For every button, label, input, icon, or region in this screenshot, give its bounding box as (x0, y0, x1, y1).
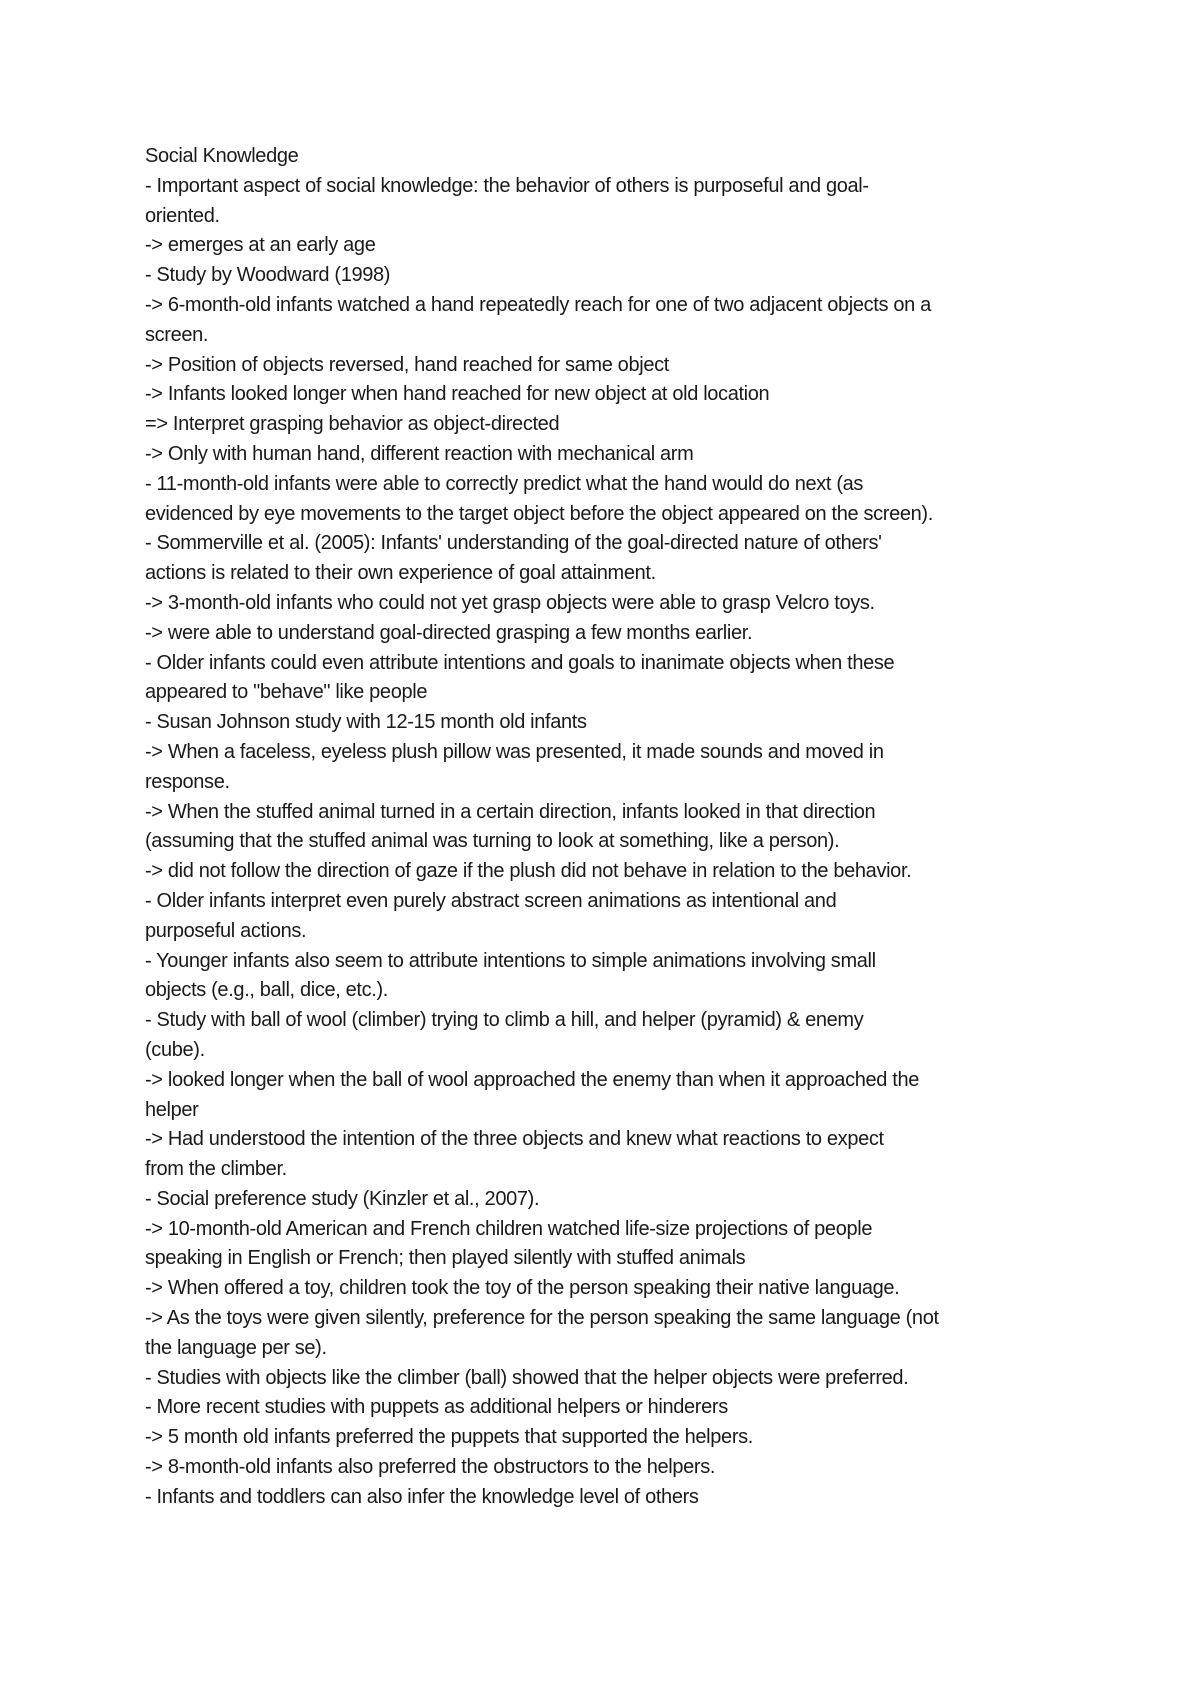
text-line: - More recent studies with puppets as additional helpers or hinderers (145, 1396, 728, 1419)
text-line: -> Had understood the intention of the three objects and knew what reactions to expect (145, 1128, 884, 1151)
text-line: -> Position of objects reversed, hand reached for same object (145, 353, 669, 376)
text-line: - Younger infants also seem to attribute intentions to simple animations involving small (145, 949, 876, 972)
text-line: - Study by Woodward (1998) (145, 264, 391, 287)
text-line: -> looked longer when the ball of wool approached the enemy than when it approached the (145, 1068, 919, 1091)
text-line: - 11-month-old infants were able to correctly predict what the hand would do next (as (145, 472, 864, 495)
text-line: evidenced by eye movements to the target object before the object appeared on the screen). (145, 502, 933, 525)
text-line: the language per se). (145, 1336, 327, 1359)
text-line: -> When the stuffed animal turned in a certain direction, infants looked in that direction (145, 800, 876, 823)
document-title: Social Knowledge (145, 145, 299, 167)
text-line: (assuming that the stuffed animal was turning to look at something, like a person). (145, 830, 840, 853)
text-line: purposeful actions. (145, 919, 307, 942)
text-line: -> When offered a toy, children took the toy of the person speaking their native language. (145, 1277, 900, 1300)
text-line: -> 5 month old infants preferred the puppets that supported the helpers. (145, 1426, 753, 1449)
document-page (145, 142, 1085, 1513)
text-line: -> were able to understand goal-directed grasping a few months earlier. (145, 621, 753, 644)
text-line: -> did not follow the direction of gaze if the plush did not behave in relation to the behavior. (145, 860, 912, 883)
text-line: helper (145, 1098, 199, 1121)
text-line: - Older infants interpret even purely abstract screen animations as intentional and (145, 889, 837, 912)
text-line: - Social preference study (Kinzler et al., 2007). (145, 1187, 540, 1210)
text-line: -> 6-month-old infants watched a hand repeatedly reach for one of two adjacent objects on a (145, 293, 931, 316)
text-line: - Study with ball of wool (climber) trying to climb a hill, and helper (pyramid) & enemy (145, 1009, 864, 1032)
text-line: actions is related to their own experience of goal attainment. (145, 562, 656, 585)
text-line: -> emerges at an early age (145, 234, 376, 257)
text-line: -> 8-month-old infants also preferred the obstructors to the helpers. (145, 1456, 716, 1479)
text-line: - Studies with objects like the climber (ball) showed that the helper objects were preferred. (145, 1366, 909, 1389)
text-line: -> As the toys were given silently, preference for the person speaking the same language (not (145, 1307, 939, 1330)
text-line: -> 3-month-old infants who could not yet grasp objects were able to grasp Velcro toys. (145, 591, 875, 614)
text-line: - Older infants could even attribute intentions and goals to inanimate objects when these (145, 651, 895, 674)
text-line: -> 10-month-old American and French children watched life-size projections of people (145, 1217, 873, 1240)
text-line: response. (145, 770, 230, 793)
text-line: appeared to "behave" like people (145, 681, 428, 704)
text-line: screen. (145, 323, 209, 346)
text-line: - Important aspect of social knowledge: the behavior of others is purposeful and goal- (145, 174, 869, 197)
text-line: objects (e.g., ball, dice, etc.). (145, 979, 389, 1002)
text-line: -> Infants looked longer when hand reached for new object at old location (145, 383, 770, 406)
text-line: - Susan Johnson study with 12-15 month old infants (145, 711, 587, 734)
text-line: oriented. (145, 204, 220, 227)
text-line: -> Only with human hand, different reaction with mechanical arm (145, 442, 694, 465)
text-line: (cube). (145, 1038, 205, 1061)
text-line: -> When a faceless, eyeless plush pillow was presented, it made sounds and moved in (145, 740, 884, 763)
text-line: - Infants and toddlers can also infer the knowledge level of others (145, 1485, 699, 1508)
text-line: speaking in English or French; then played silently with stuffed animals (145, 1247, 746, 1270)
text-line: - Sommerville et al. (2005): Infants' understanding of the goal-directed nature of others' (145, 532, 882, 555)
text-line: => Interpret grasping behavior as object-directed (145, 413, 560, 436)
text-line: from the climber. (145, 1158, 287, 1181)
